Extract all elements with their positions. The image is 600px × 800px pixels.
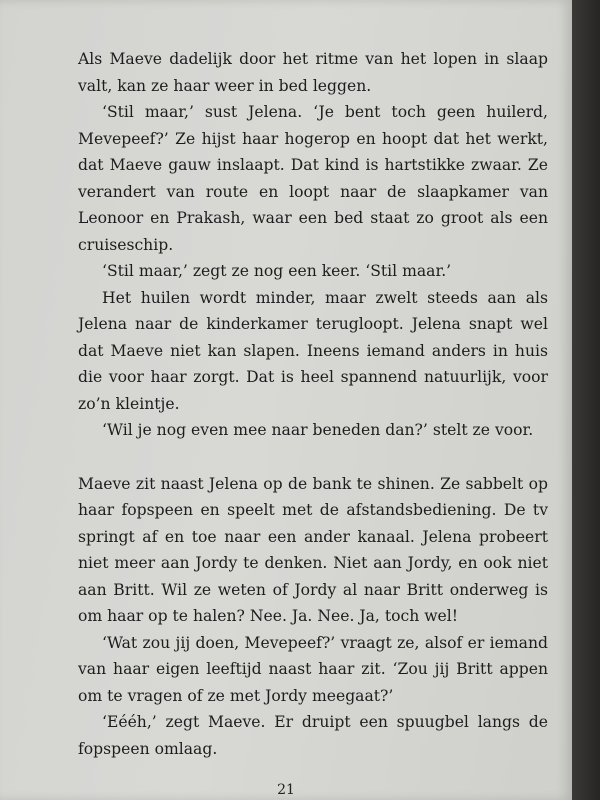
book-spine-shadow [572,0,600,800]
paragraph-3: ‘Stil maar,’ zegt ze nog een keer. ‘Stil maar.’ [102,262,452,280]
paragraph-8: ‘Eééh,’ zegt Maeve. Er druipt een spuugbel langs de fopspeen omlaag. [78,713,548,758]
page-number: 21 [277,782,295,798]
page-text [78,46,548,762]
section-break [78,444,548,471]
paragraph-7: ‘Wat zou jij doen, Mevepeef?’ vraagt ze, alsof er iemand van haar eigen leeftijd naast haar zit. ‘Zou jij Britt appen om te vragen of ze met Jordy meegaat?’ [78,633,548,705]
paragraph-2: ‘Stil maar,’ sust Jelena. ‘Je bent toch geen huilerd, Mevepeef?’ Ze hijst haar hogerop en hoopt dat het werkt, dat Maeve gauw inslaapt. Dat kind is hartstikke zwaar. Ze verandert van route en loopt naar de slaapkamer van Leonoor en Prakash, waar een bed staat zo groot als een cruiseschip. [78,103,548,254]
paragraph-1: Als Maeve dadelijk door het ritme van het lopen in slaap valt, kan ze haar weer in bed leggen. [78,50,548,95]
paragraph-6: Maeve zit naast Jelena op de bank te shinen. Ze sabbelt op haar fopspeen en speelt met de afstandsbediening. De tv springt af en toe naar een ander kanaal. Jelena probeert niet meer aan Jordy te denken. Niet aan Jordy, en ook niet aan Britt. Wil ze weten of Jordy al naar Britt onderweg is om haar op te halen? Nee. Ja. Nee. Ja, toch wel! [78,474,548,625]
paragraph-4: Het huilen wordt minder, maar zwelt steeds aan als Jelena naar de kinderkamer terugloopt. Jelena snapt wel dat Maeve niet kan slapen. Ineens iemand anders in huis die voor haar zorgt. Dat is heel spannend natuurlijk, voor zo’n kleintje. [78,288,548,413]
paragraph-5: ‘Wil je nog even mee naar beneden dan?’ stelt ze voor. [102,421,534,439]
